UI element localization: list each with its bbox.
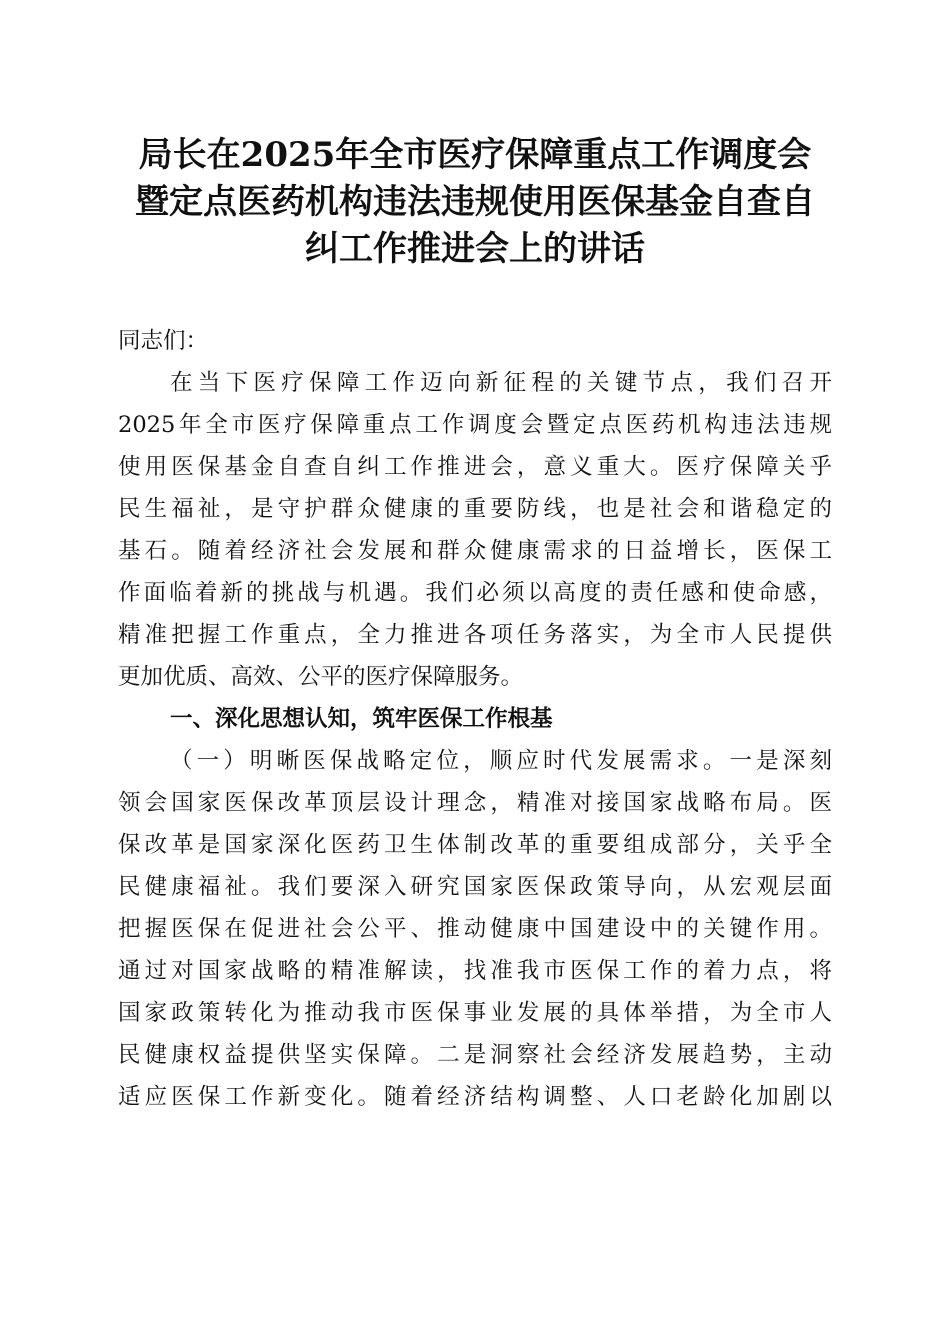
intro-line-7: 精准把握工作重点，全力推进各项任务落实，为全市人民提供: [118, 622, 832, 648]
title-line-3: 纠工作推进会上的讲话: [305, 229, 645, 269]
section1-line-5: 把握医保在促进社会公平、推动健康中国建设中的关键作用。: [118, 916, 832, 942]
section1-line-3: 保改革是国家深化医药卫生体制改革的重要组成部分，关乎全: [118, 832, 832, 858]
title-line-2: 暨定点医药机构违法违规使用医保基金自查自: [135, 182, 815, 222]
document-title: [118, 132, 832, 273]
intro-line-2: 2025年全市医疗保障重点工作调度会暨定点医药机构违法违规: [118, 412, 832, 438]
salutation: 同志们：: [118, 328, 209, 354]
intro-line-6: 作面临着新的挑战与机遇。我们必须以高度的责任感和使命感，: [118, 580, 832, 606]
section-heading-1: 一、深化思想认知，筑牢医保工作根基: [170, 706, 553, 732]
section1-line-7: 国家政策转化为推动我市医保事业发展的具体举措，为全市人: [118, 1000, 832, 1026]
document-body: [118, 320, 832, 1118]
intro-line-8: 更加优质、高效、公平的医疗保障服务。: [118, 664, 524, 690]
section1-line-8: 民健康权益提供坚实保障。二是洞察社会经济发展趋势，主动: [118, 1042, 832, 1068]
section1-line-4: 民健康福祉。我们要深入研究国家医保政策导向，从宏观层面: [118, 874, 832, 900]
section1-paragraph: [118, 740, 832, 1118]
section1-line-2: 领会国家医保改革顶层设计理念，精准对接国家战略布局。医: [118, 790, 832, 816]
section1-line-9: 适应医保工作新变化。随着经济结构调整、人口老龄化加剧以: [118, 1084, 832, 1110]
title-line-1: 局长在2025年全市医疗保障重点工作调度会: [138, 135, 812, 175]
intro-line-1: 在当下医疗保障工作迈向新征程的关键节点，我们召开: [170, 370, 832, 396]
section1-line-1: （一）明晰医保战略定位，顺应时代发展需求。一是深刻: [170, 748, 832, 774]
intro-line-5: 基石。随着经济社会发展和群众健康需求的日益增长，医保工: [118, 538, 832, 564]
section1-line-6: 通过对国家战略的精准解读，找准我市医保工作的着力点，将: [118, 958, 832, 984]
intro-line-4: 民生福祉，是守护群众健康的重要防线，也是社会和谐稳定的: [118, 496, 832, 522]
intro-line-3: 使用医保基金自查自纠工作推进会，意义重大。医疗保障关乎: [118, 454, 832, 480]
intro-paragraph: [118, 362, 832, 698]
